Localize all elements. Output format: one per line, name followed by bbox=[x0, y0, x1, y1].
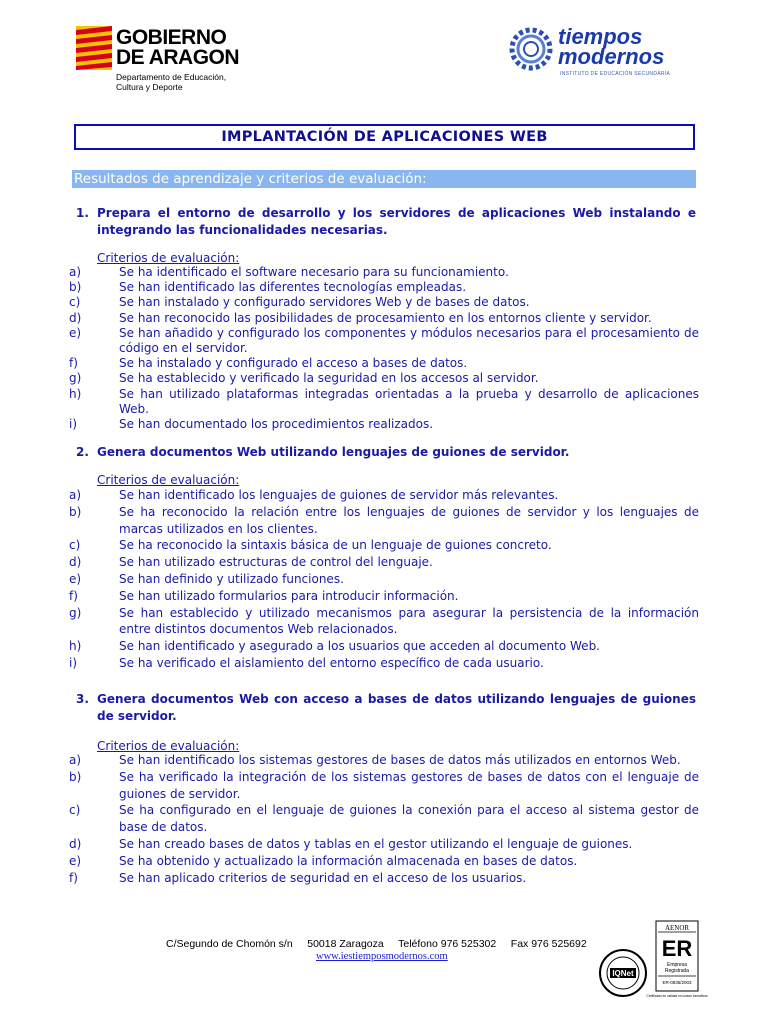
footer-website-link[interactable]: www.iestiemposmodernos.com bbox=[316, 951, 448, 962]
criteria-item: g) Se han establecido y utilizado mecanismos para asegurar la persistencia de la información entre distintos documentos Web relacionados. bbox=[69, 605, 699, 637]
tiempos-modernos-logo bbox=[508, 24, 684, 84]
outcome-number: 3. bbox=[76, 692, 89, 706]
criteria-item: b) Se ha verificado la integración de los sistemas gestores de bases de datos con el lenguaje de guiones de servidor. bbox=[69, 769, 699, 801]
department-line2: Cultura y Deporte bbox=[116, 82, 183, 92]
criteria-item: e) Se ha obtenido y actualizado la información almacenada en bases de datos. bbox=[69, 853, 578, 868]
gobierno-line2: DE ARAGON bbox=[116, 46, 240, 69]
learning-outcome-2 bbox=[76, 444, 696, 461]
er-code: ER-0835/2003 bbox=[662, 980, 692, 985]
outcome-text: Prepara el entorno de desarrollo y los servidores de aplicaciones Web instalando e integrando las funcionalidades necesarias. bbox=[97, 206, 696, 237]
iqnet-certification-icon bbox=[598, 948, 648, 998]
criteria-item: h) Se han identificado y asegurado a los usuarios que acceden al documento Web. bbox=[69, 639, 600, 654]
criteria-item: c) Se ha reconocido la sintaxis básica de un lenguaje de guiones concreto. bbox=[69, 538, 552, 553]
learning-outcome-1 bbox=[76, 205, 696, 239]
criteria-list-2 bbox=[69, 487, 699, 672]
criteria-item: i) Se han documentado los procedimientos realizados. bbox=[69, 417, 434, 432]
criteria-item: i) Se ha verificado el aislamiento del entorno específico de cada usuario. bbox=[69, 655, 544, 670]
er-mark: ER bbox=[661, 936, 693, 961]
gear-icon bbox=[508, 26, 554, 72]
criteria-item: h) Se han utilizado plataformas integradas orientadas a la prueba y desarrollo de aplicaciones Web. bbox=[69, 386, 699, 416]
registrada-label: Registrada bbox=[664, 968, 690, 974]
gobierno-line1: GOBIERNO bbox=[116, 26, 227, 49]
outcome-text: Genera documentos Web con acceso a bases de datos utilizando lenguajes de guiones de servidor. bbox=[97, 692, 696, 723]
modernos-text: modernos bbox=[558, 44, 665, 69]
criteria-item: a) Se han identificado los lenguajes de guiones de servidor más relevantes. bbox=[69, 488, 559, 502]
criteria-item: d) Se han reconocido las posibilidades de procesamiento en los entornos cliente y servidor. bbox=[69, 310, 652, 325]
outcome-number: 2. bbox=[76, 445, 89, 459]
criteria-item: f) Se ha instalado y configurado el acceso a bases de datos. bbox=[69, 356, 468, 371]
criteria-item: f) Se han aplicado criterios de seguridad en el acceso de los usuarios. bbox=[69, 870, 527, 885]
department-line1: Departamento de Educación, bbox=[116, 72, 227, 82]
aenor-certification-icon bbox=[646, 920, 708, 1002]
criteria-item: c) Se han instalado y configurado servidores Web y de bases de datos. bbox=[69, 295, 530, 310]
cert-text: Certificado en calidad en cursos formativos bbox=[646, 994, 708, 998]
criteria-item: e) Se han definido y utilizado funciones. bbox=[69, 571, 344, 586]
criteria-list-3 bbox=[69, 752, 699, 886]
footer-address: C/Segundo de Chomón s/n 50018 Zaragoza Teléfono 976 525302 Fax 976 525692 bbox=[166, 938, 587, 950]
iqnet-label: IQNet bbox=[612, 969, 634, 978]
criteria-item: c) Se ha configurado en el lenguaje de guiones la conexión para el acceso al sistema gestor de base de datos. bbox=[69, 803, 699, 835]
criteria-item: b) Se han identificado las diferentes tecnologías empleadas. bbox=[69, 280, 467, 295]
criteria-label: Criterios de evaluación: bbox=[97, 473, 240, 487]
criteria-item: d) Se han utilizado estructuras de control del lenguaje. bbox=[69, 555, 433, 570]
tiempos-text: tiempos bbox=[558, 24, 643, 49]
aenor-label: AENOR bbox=[664, 924, 690, 932]
page-title-box bbox=[74, 124, 695, 150]
criteria-list-1 bbox=[69, 265, 699, 432]
section-heading: Resultados de aprendizaje y criterios de evaluación: bbox=[72, 170, 696, 188]
outcome-number: 1. bbox=[76, 206, 89, 220]
learning-outcome-3 bbox=[76, 691, 696, 725]
tm-subtitle: INSTITUTO DE EDUCACIÓN SECUNDARIA bbox=[560, 71, 671, 77]
aragon-flag-icon bbox=[76, 26, 112, 70]
page-title: IMPLANTACIÓN DE APLICACIONES WEB bbox=[76, 126, 693, 148]
gobierno-aragon-logo bbox=[76, 26, 256, 96]
criteria-item: d) Se han creado bases de datos y tablas en el gestor utilizando el lenguaje de guiones. bbox=[69, 836, 633, 851]
criteria-item: a) Se ha identificado el software necesario para su funcionamiento. bbox=[69, 265, 509, 279]
empresa-label: Empresa bbox=[666, 962, 688, 968]
criteria-item: e) Se han añadido y configurado los componentes y módulos necesarios para el procesamiento de código en el servidor. bbox=[69, 325, 699, 356]
criteria-item: b) Se ha reconocido la relación entre los lenguajes de guiones de servidor y los lenguajes de marcas utilizados en los clientes. bbox=[69, 504, 699, 536]
criteria-item: f) Se han utilizado formularios para introducir información. bbox=[69, 588, 459, 603]
outcome-text: Genera documentos Web utilizando lenguajes de guiones de servidor. bbox=[97, 445, 570, 459]
criteria-label: Criterios de evaluación: bbox=[97, 251, 240, 265]
criteria-label: Criterios de evaluación: bbox=[97, 739, 240, 753]
criteria-item: a) Se han identificado los sistemas gestores de bases de datos más utilizados en entornos Web. bbox=[69, 753, 681, 767]
criteria-item: g) Se ha establecido y verificado la seguridad en los accesos al servidor. bbox=[69, 371, 539, 386]
